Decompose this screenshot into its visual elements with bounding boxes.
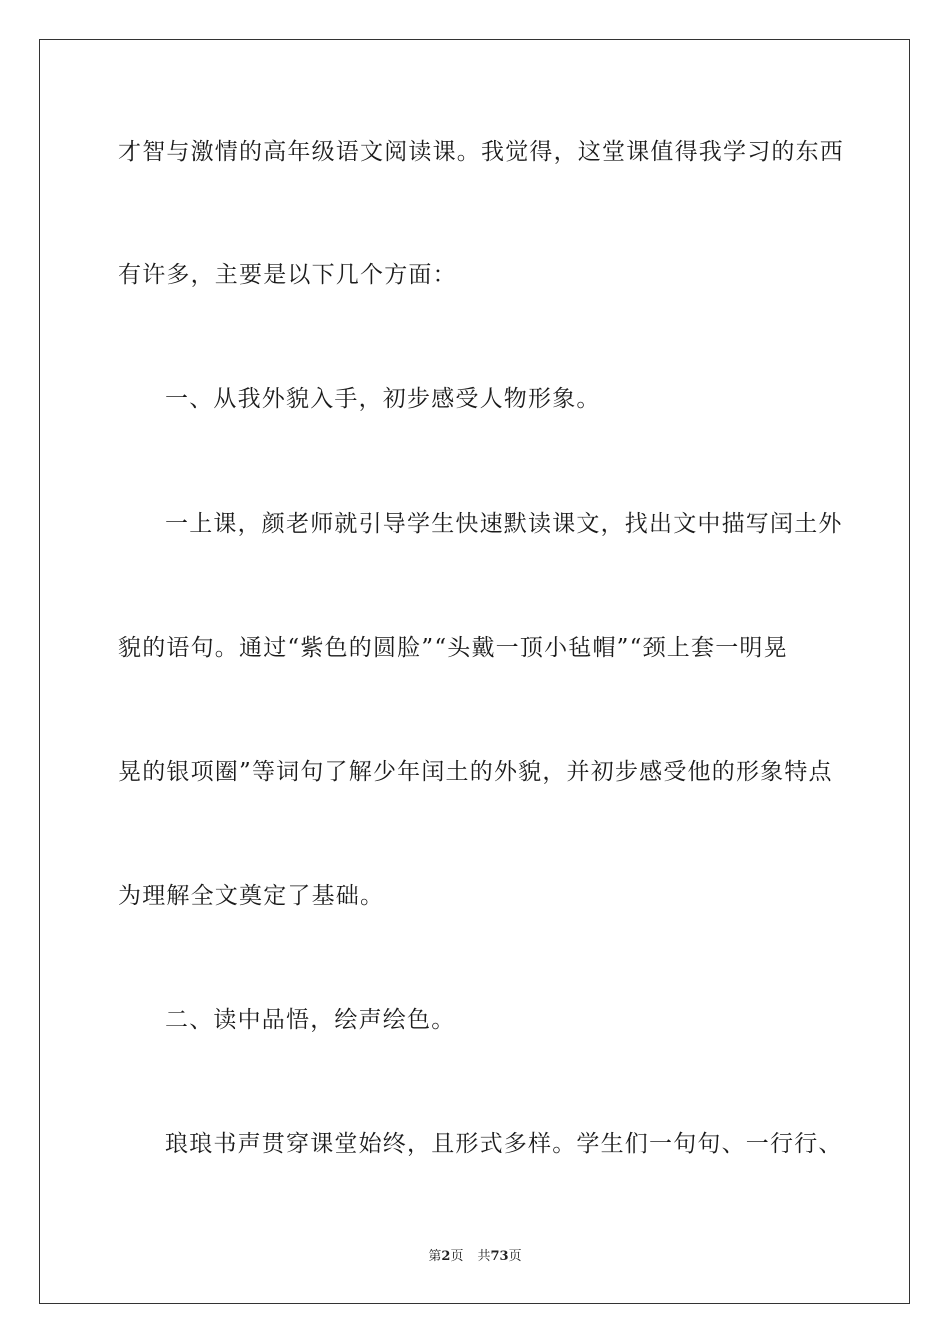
page-number: 2 <box>441 1249 451 1264</box>
paragraph-start-line-2: 琅琅书声贯穿课堂始终，且形式多样。学生们一句句、一行行、 <box>165 1131 843 1157</box>
text-line-1: 才智与激情的高年级语文阅读课。我觉得，这堂课值得我学习的东西 <box>118 139 844 165</box>
text-line-5: 貌的语句。通过“紫色的圆脸”“头戴一顶小毡帽”“颈上套一明晃 <box>118 635 788 661</box>
total-suffix: 页 <box>508 1249 522 1264</box>
text-line-7: 为理解全文奠定了基础。 <box>118 883 385 909</box>
section-heading-2: 二、读中品悟，绘声绘色。 <box>165 1007 456 1033</box>
section-heading-1: 一、从我外貌入手，初步感受人物形象。 <box>165 386 601 412</box>
total-prefix: 共 <box>477 1249 491 1264</box>
page-footer <box>0 1248 950 1266</box>
page-frame <box>39 39 910 1304</box>
page-prefix: 第 <box>428 1249 442 1264</box>
paragraph-start-line: 一上课，颜老师就引导学生快速默读课文，找出文中描写闰土外 <box>165 511 843 537</box>
text-line-2: 有许多，主要是以下几个方面： <box>118 262 457 288</box>
total-pages: 73 <box>490 1249 509 1264</box>
text-line-6: 晃的银项圈”等词句了解少年闰土的外貌，并初步感受他的形象特点 <box>118 759 833 785</box>
page-suffix: 页 <box>450 1249 464 1264</box>
